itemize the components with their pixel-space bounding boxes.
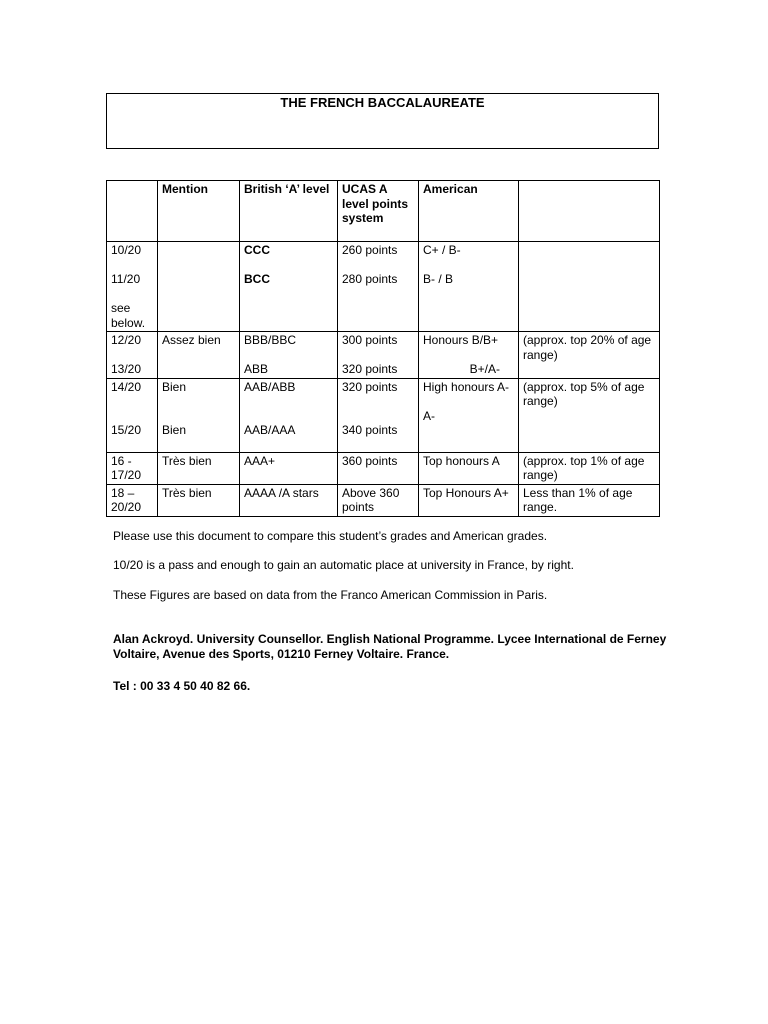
document-title-box (106, 93, 659, 149)
grade-value: 10/20 (111, 243, 142, 257)
note-cell: (approx. top 5% of age range) (519, 378, 660, 452)
ucas-value: 280 points (342, 272, 398, 286)
header-cell-british: British ‘A’ level (240, 181, 338, 242)
mention-cell (158, 242, 240, 332)
american-value: High honours A- (423, 379, 510, 394)
mention-cell: Très bien (158, 452, 240, 484)
header-cell-grade (107, 181, 158, 242)
american-cell: Top honours A (419, 452, 519, 484)
note-cell: (approx. top 20% of age range) (519, 332, 660, 379)
table-row (107, 452, 660, 484)
ucas-value: 320 points (342, 379, 398, 394)
note-cell (519, 242, 660, 332)
ucas-value: 320 points (342, 362, 398, 376)
american-cell (419, 242, 519, 332)
american-value: C+ / B- (423, 243, 461, 257)
grade-value: 13/20 (111, 362, 142, 376)
american-value: B- / B (423, 272, 454, 286)
grade-cell (107, 378, 158, 452)
grade-note: see below. (111, 301, 146, 330)
british-cell: AAAA /A stars (240, 484, 338, 516)
header-cell-note (519, 181, 660, 242)
grade-cell: 18 – 20/20 (107, 484, 158, 516)
table-row (107, 378, 660, 452)
british-value: ABB (244, 362, 269, 376)
paragraph-compare: Please use this document to compare this student’s grades and American grades. (113, 529, 548, 543)
grade-value: 12/20 (111, 333, 142, 347)
mention-cell: Très bien (158, 484, 240, 516)
american-value: B+/A- (469, 362, 500, 376)
grade-cell: 16 - 17/20 (107, 452, 158, 484)
header-cell-ucas: UCAS A level points system (338, 181, 419, 242)
header-cell-mention: Mention (158, 181, 240, 242)
ucas-value: 300 points (342, 333, 398, 347)
ucas-value: 260 points (342, 243, 398, 257)
grade-value: 11/20 (111, 272, 141, 286)
paragraph-source: These Figures are based on data from the Franco American Commission in Paris. (113, 588, 548, 602)
grade-cell (107, 332, 158, 379)
mention-value: Bien (162, 423, 187, 437)
header-cell-american: American (419, 181, 519, 242)
ucas-cell (338, 242, 419, 332)
grade-cell (107, 242, 158, 332)
ucas-value: 340 points (342, 423, 398, 437)
table-row (107, 332, 660, 379)
note-cell: (approx. top 1% of age range) (519, 452, 660, 484)
grade-value: 15/20 (111, 423, 142, 437)
ucas-cell: Above 360 points (338, 484, 419, 516)
note-cell: Less than 1% of age range. (519, 484, 660, 516)
british-value: CCC (244, 243, 270, 257)
table-row (107, 484, 660, 516)
mention-cell: Assez bien (158, 332, 240, 379)
contact-address: Alan Ackroyd. University Counsellor. English National Programme. Lycee International de Ferney Voltaire, Avenue des Sports, 01210 Ferney Voltaire. France. (113, 632, 667, 661)
grades-table (106, 180, 660, 517)
paragraph-pass: 10/20 is a pass and enough to gain an automatic place at university in France, by right. (113, 558, 574, 572)
british-cell (240, 378, 338, 452)
contact-telephone: Tel : 00 33 4 50 40 82 66. (113, 679, 251, 693)
grade-value: 14/20 (111, 379, 142, 394)
british-value: BBB/BBC (244, 333, 297, 347)
american-cell (419, 332, 519, 379)
document-title: THE FRENCH BACCALAUREATE (280, 95, 485, 110)
british-cell: AAA+ (240, 452, 338, 484)
table-row (107, 242, 660, 332)
british-value: BCC (244, 272, 270, 286)
american-value: A- (423, 408, 435, 423)
british-value: AAB/AAA (244, 423, 296, 437)
mention-value: Bien (162, 379, 187, 394)
ucas-cell (338, 332, 419, 379)
british-value: AAB/ABB (244, 379, 296, 394)
british-cell (240, 242, 338, 332)
table-header-row (107, 181, 660, 242)
ucas-cell: 360 points (338, 452, 419, 484)
british-cell (240, 332, 338, 379)
ucas-cell (338, 378, 419, 452)
american-cell: Top Honours A+ (419, 484, 519, 516)
american-cell (419, 378, 519, 452)
mention-cell (158, 378, 240, 452)
american-value: Honours B/B+ (423, 333, 499, 347)
